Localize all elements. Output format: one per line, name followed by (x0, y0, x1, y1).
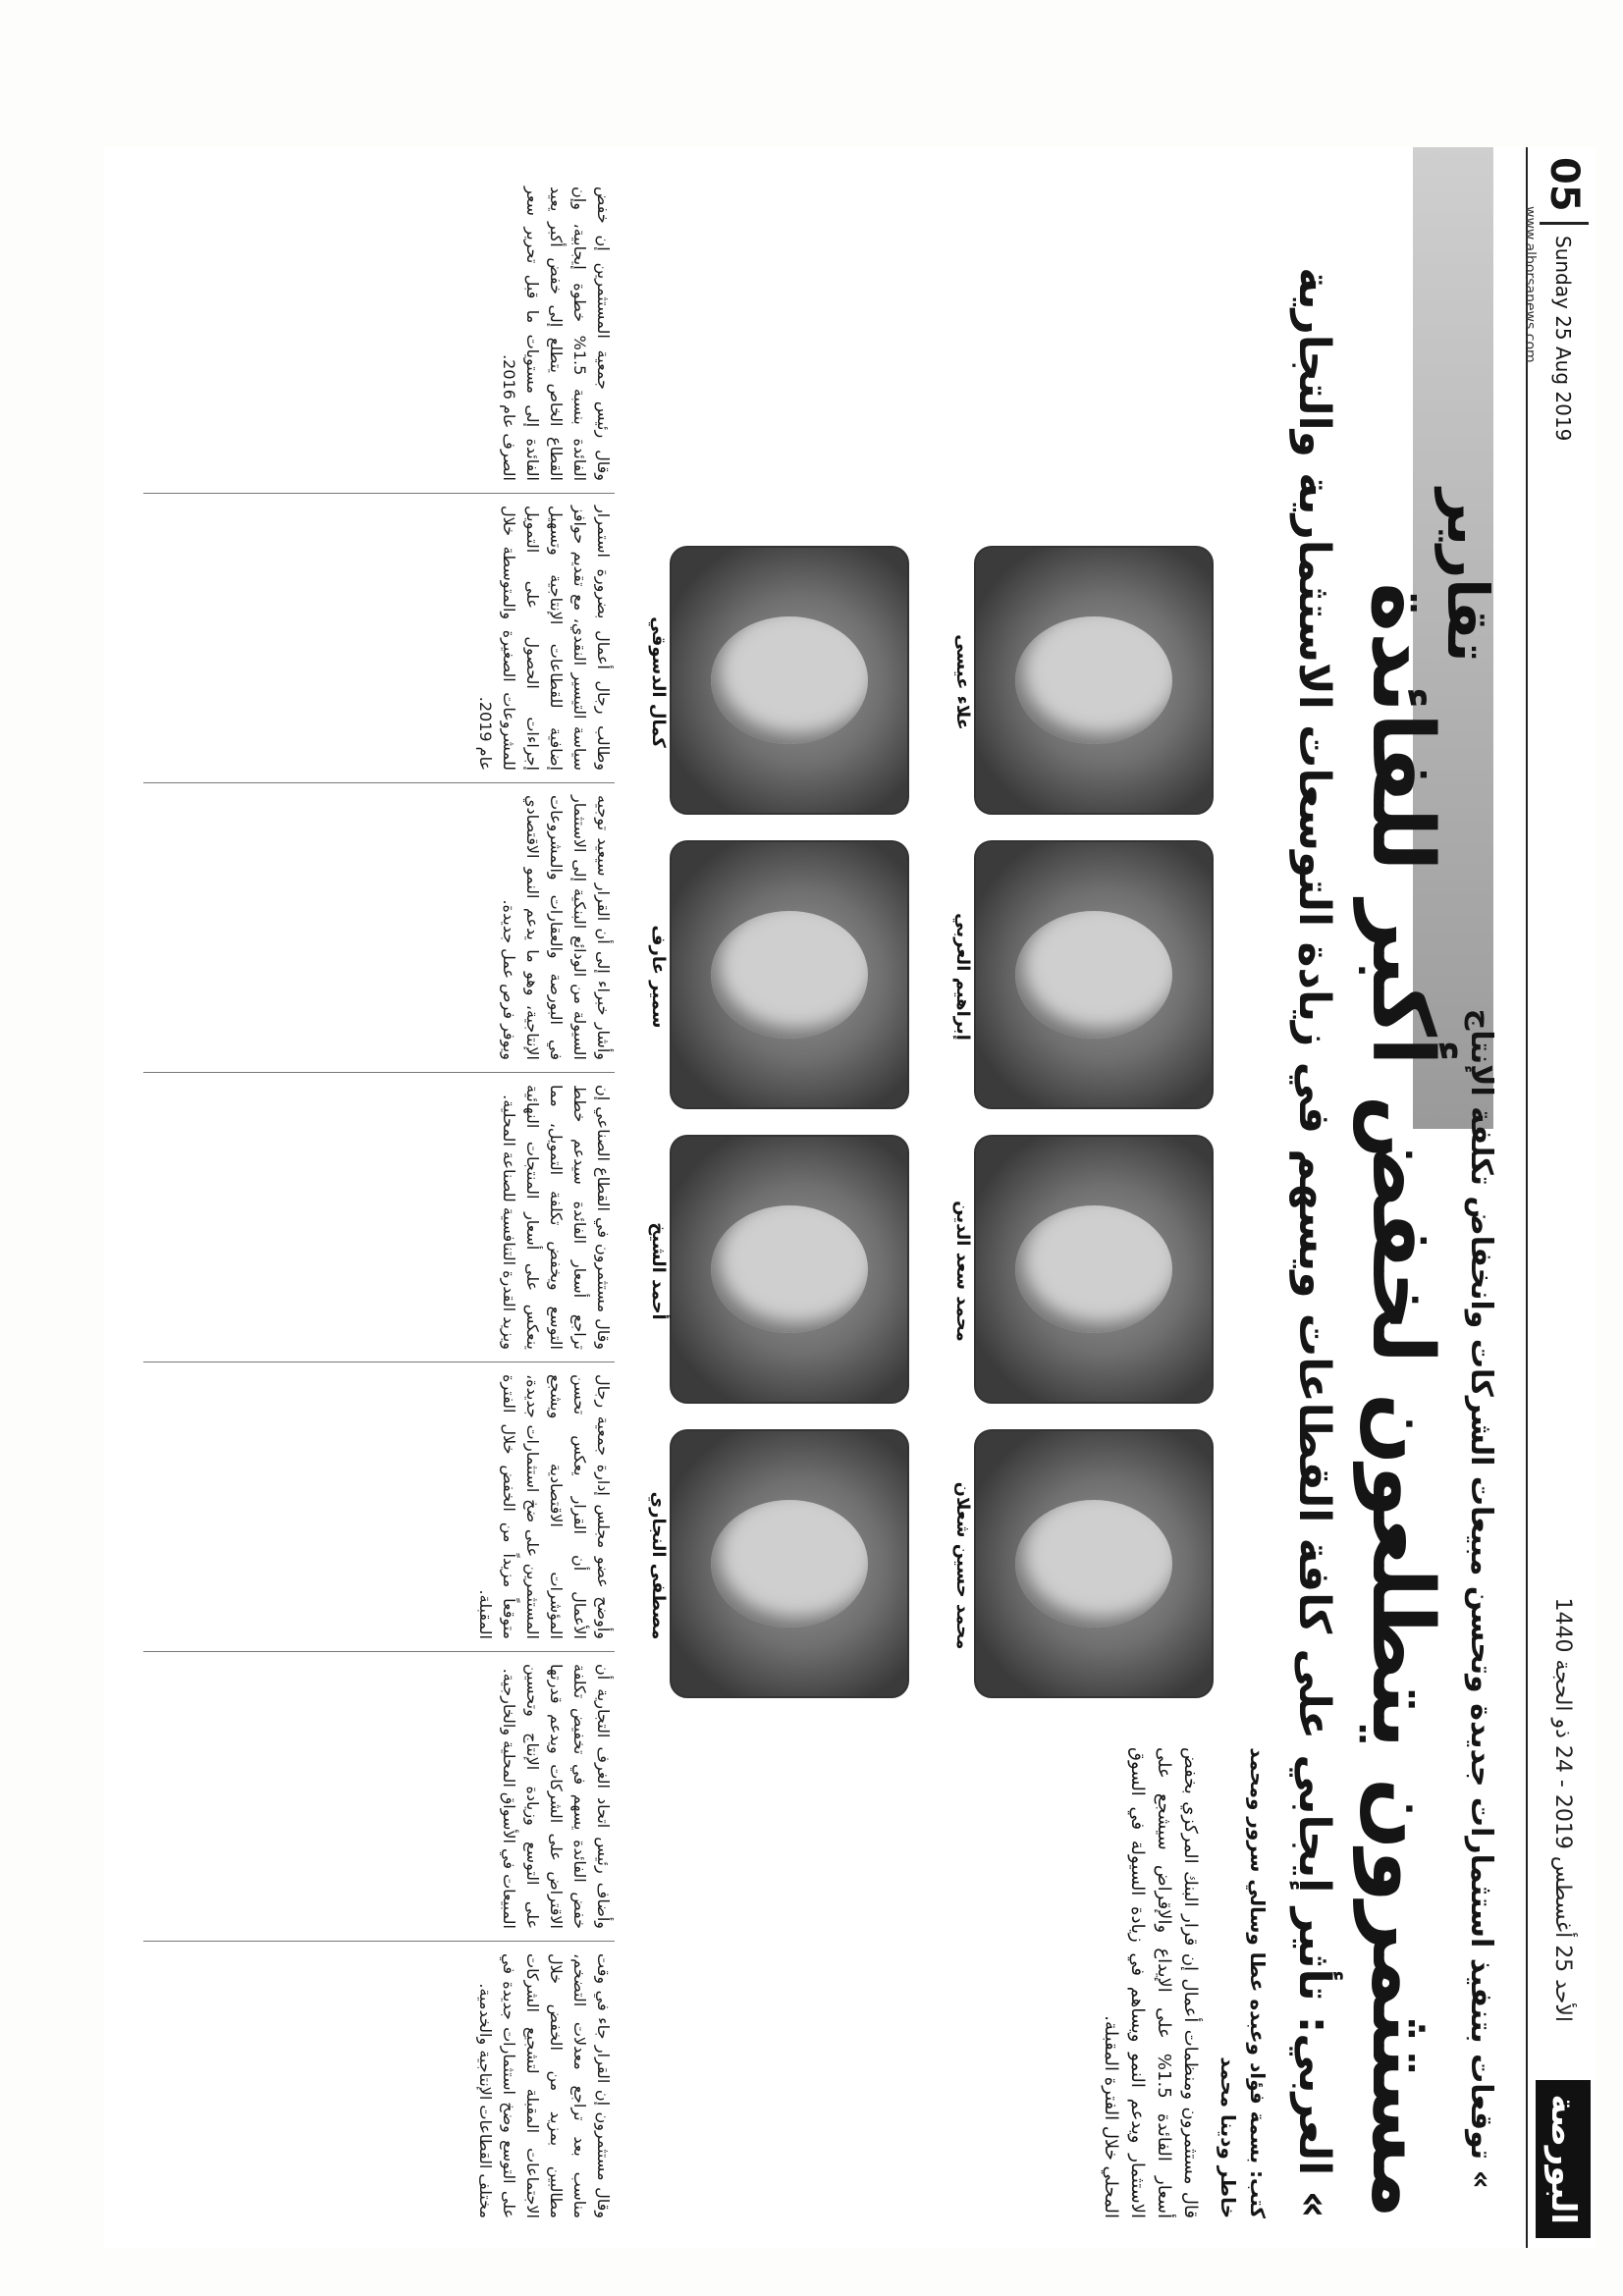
photo-2 (974, 1135, 1214, 1404)
article-subhead: » العربي: تأثير إيجابي على كافة القطاعات ويسهم في زيادة التوسعات الاستثمارية والتجارية (1289, 267, 1339, 2218)
page-number: 05 (1540, 157, 1589, 225)
website-url: www.alborsanews.com (1522, 206, 1538, 363)
column-rule (143, 1941, 615, 1942)
photo-8 (670, 546, 909, 815)
arabic-date: الأحد 25 أغسطس 2019 - 24 ذو الحجة 1440 (1550, 1597, 1575, 2022)
article-lead: قال مستثمرون ومنظمات أعمال إن قرار البنك المركزي بخفض أسعار الفائدة 1.5% على الإيداع والإقراض سيشجع على الاستثمار ويدعم النمو ويساهم في زيادة السيولة في السوق المحلي خلال الفترة المقبلة. (1101, 1747, 1201, 2218)
column-rule (143, 782, 615, 783)
article-column: وأشار خبراء إلى أن القرار سيعيد توجيه السيولة من الودائع البنكية إلى الاستثمار في البورصة والعقارات والمشروعات الإنتاجية، وهو ما يدعم النمو الاقتصادي ويوفر فرص عمل جديدة. (500, 795, 613, 1060)
column-rule (143, 1072, 615, 1073)
photo-caption: سمير عارف (648, 925, 669, 1029)
photo-3 (974, 840, 1214, 1109)
photo-5 (670, 1429, 909, 1698)
portrait-photo (1015, 1205, 1172, 1333)
portrait-photo (711, 1500, 868, 1628)
photo-caption: كمال الدسوقي (648, 616, 669, 748)
portrait-photo (711, 1205, 868, 1333)
photo-caption: محمد حسين شعلان (952, 1481, 973, 1650)
article-headline: مستثمرون يتطلعون لخفض أكبر للفائدة (1353, 582, 1451, 2218)
photo-4 (974, 546, 1214, 815)
portrait-photo (711, 911, 868, 1039)
photo-caption: إبراهيم العربي (952, 913, 973, 1041)
column-rule (143, 493, 615, 494)
photo-caption: أحمد الشيخ (648, 1222, 669, 1320)
photo-caption: مصطفى النجاري (648, 1491, 669, 1640)
newspaper-logo: البورصة (1536, 2080, 1591, 2238)
article-byline: كتب: بسمة فؤاد وعبده عطا وسالي سرور ومحمد خاطر ودينا محمد (1217, 1747, 1270, 2218)
photo-caption: علاء عيسى (952, 634, 973, 730)
portrait-photo (1015, 911, 1172, 1039)
article-column: وقال رئيس جمعية المستثمرين إن خفض الفائدة بنسبة 1.5% خطوة إيجابية، وإن القطاع الخاص يتطلع إلى خفض أكبر يعيد الفائدة إلى مستويات ما قبل تحرير سعر الصرف عام 2016. (500, 187, 613, 482)
portrait-photo (711, 616, 868, 744)
portrait-photo (1015, 616, 1172, 744)
section-label: تقارير (1434, 489, 1501, 663)
article-column: وقال مستثمرون إن القرار جاء في وقت مناسب بعد تراجع معدلات التضخم، مطالبين بمزيد من الخفض خلال الاجتماعات المقبلة لتشجيع الشركات على التوسع وضخ استثمارات جديدة في مختلف القطاعات الإنتاجية والخدمية. (476, 1953, 613, 2218)
article-column: وأضاف رئيس اتحاد الغرف التجارية أن خفض الفائدة يسهم في تخفيض تكلفة الاقتراض على الشركات ويدعم قدرتها على التوسع وزيادة الإنتاج وتحسين المبيعات في الأسواق المحلية والخارجية. (500, 1664, 613, 1929)
article-column: وقال مستثمرون في القطاع الصناعي إن تراجع أسعار الفائدة سيدعم خطط التوسع ويخفض تكلفة التمويل، مما ينعكس على أسعار المنتجات النهائية ويزيد القدرة التنافسية للصناعة المحلية. (500, 1085, 613, 1350)
english-date: Sunday 25 Aug 2019 (1551, 236, 1575, 442)
article-column: وأوضح عضو مجلس إدارة جمعية رجال الأعمال أن القرار يعكس تحسن المؤشرات الاقتصادية ويشجع المستثمرين على ضخ استثمارات جديدة، متوقعاً مزيداً من الخفض خلال الفترة المقبلة. (476, 1374, 613, 1639)
article-column: وطالب رجال أعمال بضرورة استمرار سياسة التيسير النقدي، مع تقديم حوافز إضافية للقطاعات الإنتاجية وتسهيل إجراءات الحصول على التمويل للمشروعات الصغيرة والمتوسطة خلال عام 2019. (476, 506, 613, 771)
portrait-photo (1015, 1500, 1172, 1628)
photo-7 (670, 840, 909, 1109)
column-rule (143, 1651, 615, 1652)
article-kicker: » توقعات بتنفيذ استثمارات جديدة وتحسن مبيعات الشركات وانخفاض تكلفة الإنتاج (1464, 1008, 1498, 2189)
photo-1 (974, 1429, 1214, 1698)
masthead (1522, 147, 1596, 2248)
rotated-newspaper-page (104, 147, 1596, 2248)
photo-6 (670, 1135, 909, 1404)
photo-caption: محمد سعد الدين (952, 1201, 973, 1342)
